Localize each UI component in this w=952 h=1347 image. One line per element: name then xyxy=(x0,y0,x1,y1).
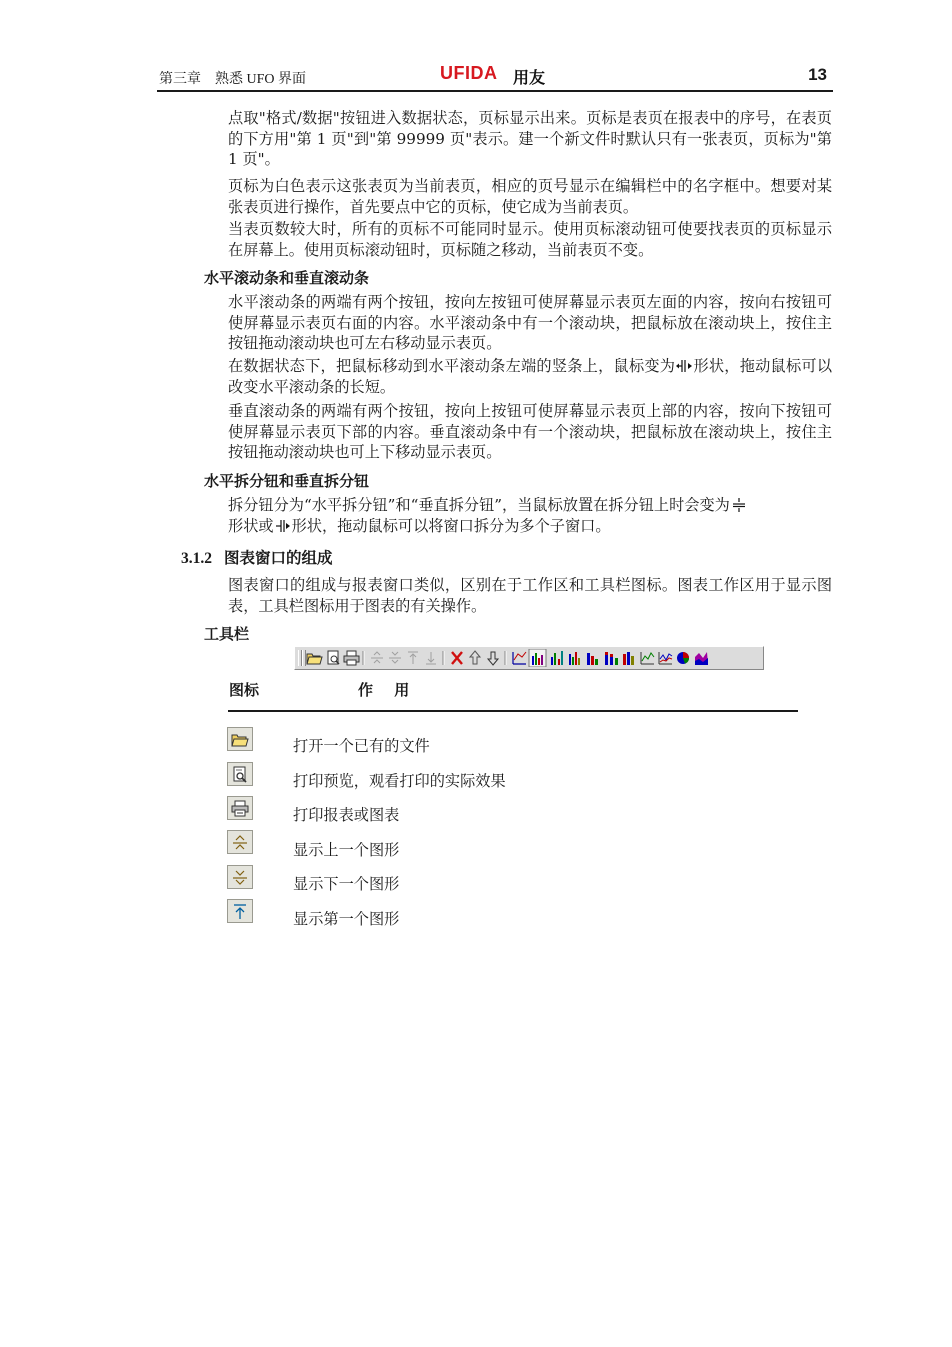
toolbar-print-preview-icon[interactable] xyxy=(328,651,339,664)
horizontal-split-cursor-icon xyxy=(275,519,291,533)
table-row-text: 显示第一个图形 xyxy=(293,910,400,928)
table-row-text: 打开一个已有的文件 xyxy=(293,737,430,755)
paragraph-page-tabs: 点取"格式/数据"按钮进入数据状态，页标显示出来。页标是表页在报表中的序号，在表页的下方用"第 1 页"到"第 99999 页"表示。建一个新文件时默认只有一张表页，页标为"第 1 页"。 xyxy=(228,109,832,168)
table-row-text: 打印预览，观看打印的实际效果 xyxy=(293,772,506,790)
toolbar-open-folder-icon[interactable] xyxy=(307,654,322,664)
page-number: 13 xyxy=(808,65,827,84)
resize-text-a: 在数据状态下，把鼠标移动到水平滚动条左端的竖条上，鼠标变为 xyxy=(228,357,676,375)
section-number: 3.1.2 xyxy=(181,550,212,567)
print-preview-icon xyxy=(227,762,253,786)
open-folder-icon xyxy=(227,727,253,751)
vertical-split-cursor-icon xyxy=(731,498,747,512)
toolbar-3d-bar-icon[interactable] xyxy=(623,652,634,665)
toolbar-bar-chart-2-icon[interactable] xyxy=(551,651,563,665)
toolbar-pie-chart-icon[interactable] xyxy=(677,652,689,664)
split-text-b: 形状或 xyxy=(228,516,274,535)
toolbar-bar-chart-icon[interactable] xyxy=(529,649,546,667)
table-row-text: 显示下一个图形 xyxy=(293,875,400,893)
table-row-text: 打印报表或图表 xyxy=(293,806,400,824)
ufida-logo-text: UFIDA xyxy=(440,63,498,83)
section-heading-chart-window xyxy=(181,548,333,569)
toolbar-next-graph-icon[interactable] xyxy=(389,652,401,663)
heading-toolbar: 工具栏 xyxy=(204,625,250,643)
first-graph-icon xyxy=(227,899,253,923)
column-header-icon: 图标 xyxy=(229,681,260,699)
ufida-logo-chinese: 用友 xyxy=(513,68,546,87)
toolbar-line-chart-icon[interactable] xyxy=(641,652,654,664)
toolbar-printer-icon[interactable] xyxy=(344,651,359,665)
toolbar-stacked-bar-icon[interactable] xyxy=(605,652,618,665)
section-title: 图表窗口的组成 xyxy=(224,549,333,567)
toolbar-move-up-icon[interactable] xyxy=(470,651,480,664)
toolbar-chart-wizard-icon[interactable] xyxy=(513,652,526,664)
next-graph-icon xyxy=(227,865,253,889)
toolbar-area-chart-icon[interactable] xyxy=(695,652,708,665)
heading-scrollbars: 水平滚动条和垂直滚动条 xyxy=(204,269,370,287)
printer-icon xyxy=(227,796,253,820)
paragraph-vertical-scrollbar: 垂直滚动条的两端有两个按钮，按向上按钮可使屏幕显示表页上部的内容，按向下按钮可使屏幕显示表页下部的内容。垂直滚动条中有一个滚动块，把鼠标放在滚动块上，按住主按钮拖动滚动块也可上下移动显示表页。 xyxy=(228,402,832,461)
horizontal-resize-cursor-icon xyxy=(676,359,692,373)
page-header xyxy=(157,62,833,92)
paragraph-current-page: 页标为白色表示这张表页为当前表页，相应的页号显示在编辑栏中的名字框中。想要对某张表页进行操作，首先要点中它的页标，使它成为当前表页。 xyxy=(228,177,832,216)
paragraph-page-scroll: 当表页数较大时，所有的页标不可能同时显示。使用页标滚动钮可使要找表页的页标显示在屏幕上。使用页标滚动钮时，页标随之移动，当前表页不变。 xyxy=(228,220,832,259)
paragraph-split-buttons xyxy=(228,495,832,536)
resize-text-b: 形状，拖动鼠标可以改变水平滚动条的长短。 xyxy=(228,357,833,396)
paragraph-horizontal-scrollbar: 水平滚动条的两端有两个按钮，按向左按钮可使屏幕显示表页左面的内容，按向右按钮可使屏幕显示表页右面的内容。水平滚动条中有一个滚动块，把鼠标放在滚动块上，按住主按钮拖动滚动块也可左右移动显示表页。 xyxy=(228,293,832,352)
paragraph-resize-scrollbar xyxy=(228,356,832,397)
chapter-title: 第三章 熟悉 UFO 界面 xyxy=(159,72,307,87)
toolbar-bar-chart-3-icon[interactable] xyxy=(569,652,580,665)
toolbar-last-graph-icon[interactable] xyxy=(426,652,436,664)
toolbar-first-graph-icon[interactable] xyxy=(408,652,418,664)
paragraph-chart-window: 图表窗口的组成与报表窗口类似，区别在于工作区和工具栏图标。图表工作区用于显示图表，工具栏图标用于图表的有关操作。 xyxy=(228,576,832,615)
toolbar-move-down-icon[interactable] xyxy=(488,652,498,665)
toolbar-previous-graph-icon[interactable] xyxy=(371,652,383,663)
split-text-a: 拆分钮分为“水平拆分钮”和“垂直拆分钮”，当鼠标放置在拆分钮上时会变为 xyxy=(228,496,730,514)
toolbar-buttons xyxy=(305,649,761,667)
toolbar-delete-icon[interactable] xyxy=(452,652,462,664)
heading-split-buttons: 水平拆分钮和垂直拆分钮 xyxy=(204,472,370,490)
column-header-function: 作 用 xyxy=(358,681,418,699)
table-row-text: 显示上一个图形 xyxy=(293,841,400,859)
previous-graph-icon xyxy=(227,830,253,854)
split-text-c: 形状，拖动鼠标可以将窗口拆分为多个子窗口。 xyxy=(291,516,611,535)
table-header-rule xyxy=(228,710,798,712)
toolbar-bar-chart-4-icon[interactable] xyxy=(587,653,598,665)
chart-toolbar xyxy=(294,646,764,670)
toolbar-area-line-icon[interactable] xyxy=(659,652,672,664)
